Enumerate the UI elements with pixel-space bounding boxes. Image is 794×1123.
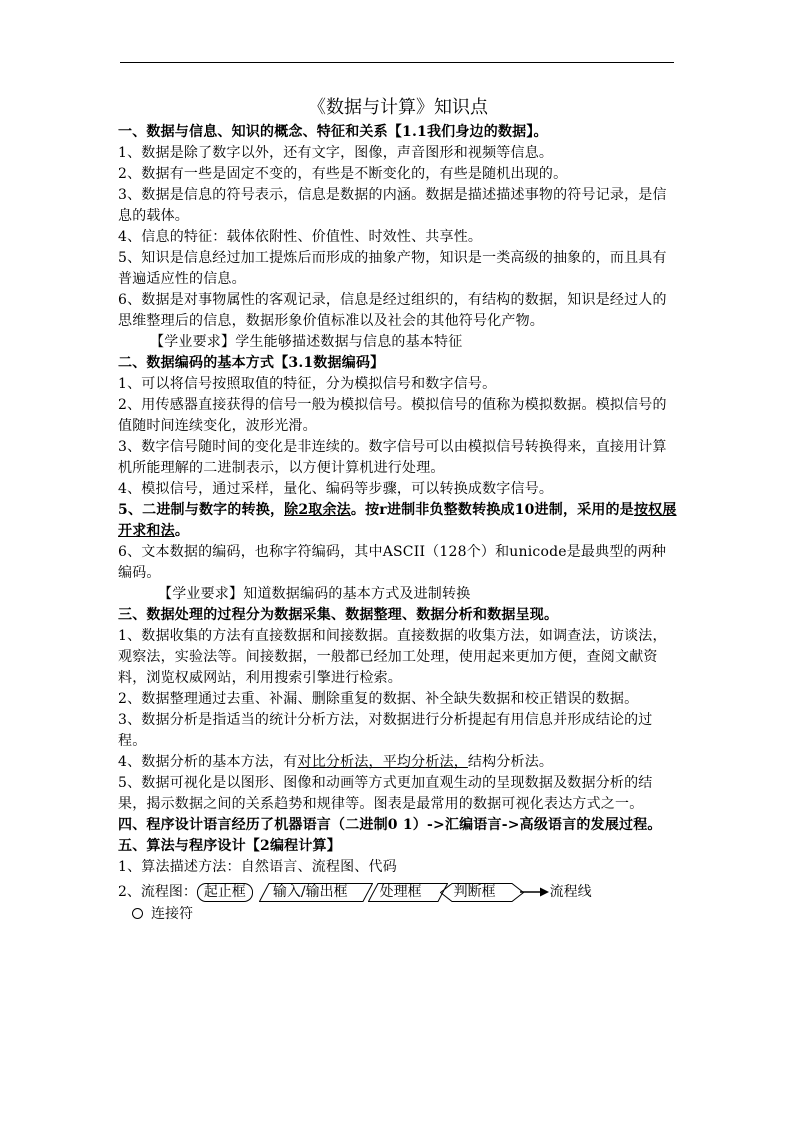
decision-label: 判断框 [453, 883, 496, 900]
flowline-label: 流程线 [549, 883, 592, 900]
connector-circle-icon [132, 908, 143, 919]
s2-paragraph-2: 2、用传感器直接获得的信号一般为模拟信号。模拟信号的值称为模拟数据。模拟信号的值随时间连续变化，波形光滑。 [118, 397, 667, 434]
flowline-arrow-icon [520, 886, 550, 898]
flowchart-label: 2、流程图： [118, 883, 197, 900]
s1-paragraph-4: 4、信息的特征：载体依附性、价值性、时效性、共享性。 [118, 229, 483, 245]
s3-paragraph-1: 1、数据收集的方法有直接数据和间接数据。直接数据的收集方法，如调查法，访谈法，观察法，实验法等。间接数据，一般都已经加工处理，使用起来更加方便，查阅文献资料，浏览权威网站，利用搜索引擎进行检索。 [118, 628, 667, 686]
s1-paragraph-2: 2、数据有一些是固定不变的，有些是不断变化的，有些是随机出现的。 [118, 166, 568, 182]
connector-legend [118, 904, 678, 925]
s1-paragraph-1: 1、数据是除了数字以外，还有文字，图像，声音图形和视频等信息。 [118, 145, 554, 161]
s3-p4-part-c: 结构分析法。 [467, 754, 554, 770]
s2-requirement: 【学业要求】知道数据编码的基本方式及进制转换 [158, 586, 471, 602]
s2-paragraph-4: 4、模拟信号，通过采样，量化、编码等步骤，可以转换成数字信号。 [118, 481, 554, 497]
section-5-heading: 五、算法与程序设计【2编程计算】 [118, 838, 341, 854]
s1-requirement: 【学业要求】学生能够描述数据与信息的基本特征 [150, 334, 463, 350]
s2-paragraph-6: 6、文本数据的编码，也称字符编码，其中ASCII（128个）和unicode是最典型的两种编码。 [118, 544, 667, 581]
terminal-label: 起止框 [203, 883, 246, 900]
connector-label: 连接符 [151, 906, 193, 922]
io-shape [259, 883, 362, 902]
process-shape [368, 883, 434, 902]
s2-paragraph-3: 3、数字信号随时间的变化是非连续的。数字信号可以由模拟信号转换得来，直接用计算机所能理解的二进制表示，以方便计算机进行处理。 [118, 439, 667, 476]
s2-p5-underline-remainder: 除2取余法 [284, 502, 351, 518]
section-3-heading: 三、数据处理的过程分为数据采集、数据整理、数据分析和数据呈现。 [118, 607, 559, 623]
s3-paragraph-5: 5、数据可视化是以图形、图像和动画等方式更加直观生动的呈现数据及数据分析的结果，揭示数据之间的关系趋势和规律等。图表是最常用的数据可视化表达方式之一。 [118, 775, 653, 812]
section-4-heading: 四、程序设计语言经历了机器语言（二进制0 1）->汇编语言->高级语言的发展过程。 [118, 817, 662, 833]
process-outline [368, 883, 448, 902]
s3-paragraph-2: 2、数据整理通过去重、补漏、删除重复的数据、补全缺失数据和校正错误的数据。 [118, 691, 639, 707]
io-label: 输入/输出框 [272, 883, 348, 900]
decision-shape [440, 883, 510, 902]
s3-p4-underline: 对比分析法，平均分析法， [297, 754, 468, 770]
s3-paragraph-3: 3、数据分析是指适当的统计分析方法，对数据进行分析提起有用信息并形成结论的过程。 [118, 712, 653, 749]
header-rule [120, 62, 674, 63]
s3-paragraph-4 [118, 752, 678, 773]
s1-paragraph-3: 3、数据是信息的符号表示，信息是数据的内涵。数据是描述描述事物的符号记录，是信息的载体。 [118, 187, 667, 224]
flowchart-legend [118, 880, 678, 904]
s2-p5-part-a: 5、二进制与数字的转换， [118, 502, 285, 518]
document-body [118, 94, 678, 925]
s2-p5-underline-weight: 按权展开求和法 [118, 502, 677, 539]
s2-paragraph-1: 1、可以将信号按照取值的特征，分为模拟信号和数字信号。 [118, 376, 497, 392]
terminal-shape [197, 883, 253, 902]
s1-paragraph-6: 6、数据是对事物属性的客观记录，信息是经过组织的，有结构的数据，知识是经过人的思维整理后的信息，数据形象价值标准以及社会的其他符号化产物。 [118, 292, 667, 329]
section-1-heading: 一、数据与信息、知识的概念、特征和关系【1.1我们身边的数据】。 [118, 124, 548, 140]
s3-p4-part-a: 4、数据分析的基本方法，有 [118, 754, 298, 770]
s1-paragraph-5: 5、知识是信息经过加工提炼后而形成的抽象产物，知识是一类高级的抽象的，而且具有普遍适应性的信息。 [118, 250, 667, 287]
parallelogram-outline [259, 883, 373, 902]
process-label: 处理框 [379, 883, 422, 900]
s5-paragraph-1: 1、算法描述方法：自然语言、流程图、代码 [118, 859, 397, 875]
s2-p5-part-e: 。 [174, 523, 190, 539]
section-2-heading: 二、数据编码的基本方式【3.1数据编码】 [118, 355, 385, 371]
s2-paragraph-5 [118, 500, 678, 542]
page-title: 《数据与计算》知识点 [308, 97, 488, 118]
diamond-outline [440, 883, 524, 902]
s2-p5-part-c: 。按r进制非负整数转换成10进制，采用的是 [350, 502, 634, 518]
